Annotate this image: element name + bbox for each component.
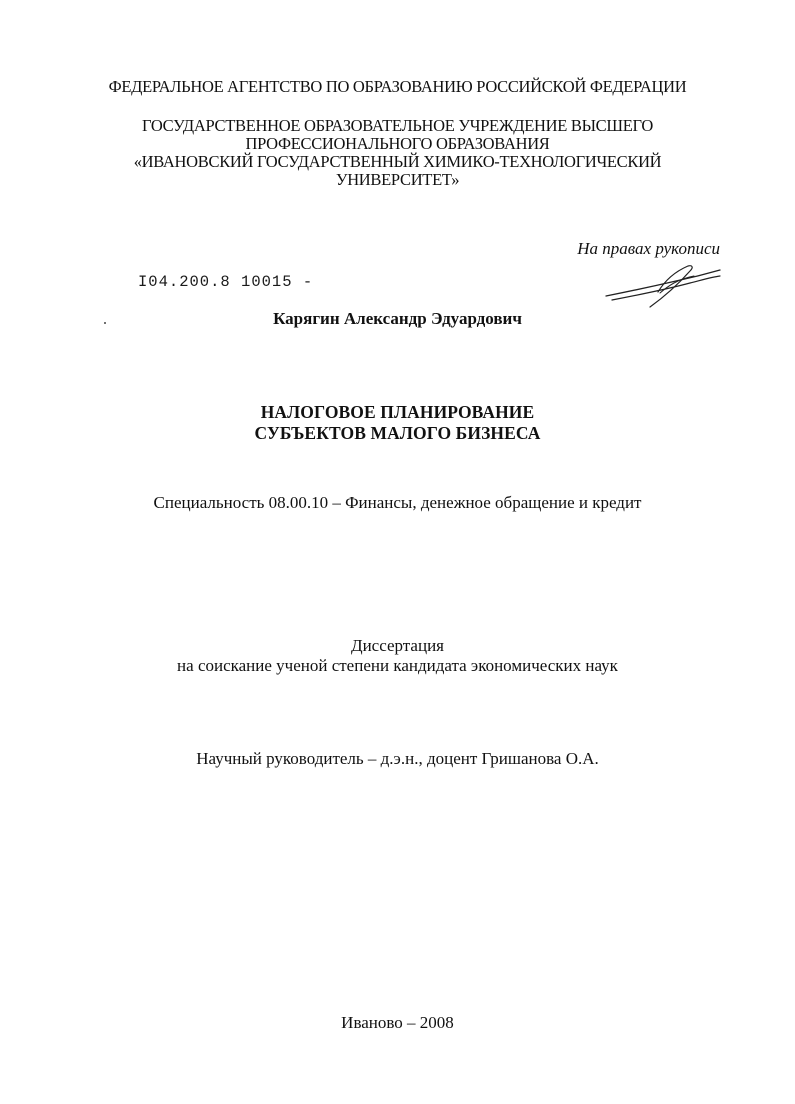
- title-line-2: СУБЪЕКТОВ МАЛОГО БИЗНЕСА: [254, 423, 541, 443]
- degree-line: на соискание ученой степени кандидата экономических наук: [177, 656, 618, 675]
- library-stamp: I04.200.8 10015 -: [138, 273, 314, 291]
- institution-line-3: «ИВАНОВСКИЙ ГОСУДАРСТВЕННЫЙ ХИМИКО-ТЕХНОЛОГИЧЕСКИЙ: [133, 152, 662, 171]
- dissertation-heading: Диссертация: [350, 636, 444, 655]
- agency-line: ФЕДЕРАЛЬНОЕ АГЕНТСТВО ПО ОБРАЗОВАНИЮ РОССИЙСКОЙ ФЕДЕРАЦИИ: [108, 77, 687, 96]
- institution-line-2: ПРОФЕССИОНАЛЬНОГО ОБРАЗОВАНИЯ: [245, 134, 550, 153]
- institution-line-1: ГОСУДАРСТВЕННОЕ ОБРАЗОВАТЕЛЬНОЕ УЧРЕЖДЕНИЕ ВЫСШЕГО: [142, 116, 653, 135]
- supervisor-line: Научный руководитель – д.э.н., доцент Гришанова О.А.: [196, 749, 599, 768]
- manuscript-note: На правах рукописи: [577, 239, 720, 258]
- institution-line-4: УНИВЕРСИТЕТ»: [335, 170, 460, 189]
- place-year: Иваново – 2008: [341, 1013, 454, 1032]
- title-line-1: НАЛОГОВОЕ ПЛАНИРОВАНИЕ: [260, 402, 535, 422]
- author-name: Карягин Александр Эдуардович: [273, 309, 522, 328]
- signature-icon: [598, 262, 723, 310]
- specialty-line: Специальность 08.00.10 – Финансы, денежное обращение и кредит: [153, 493, 642, 512]
